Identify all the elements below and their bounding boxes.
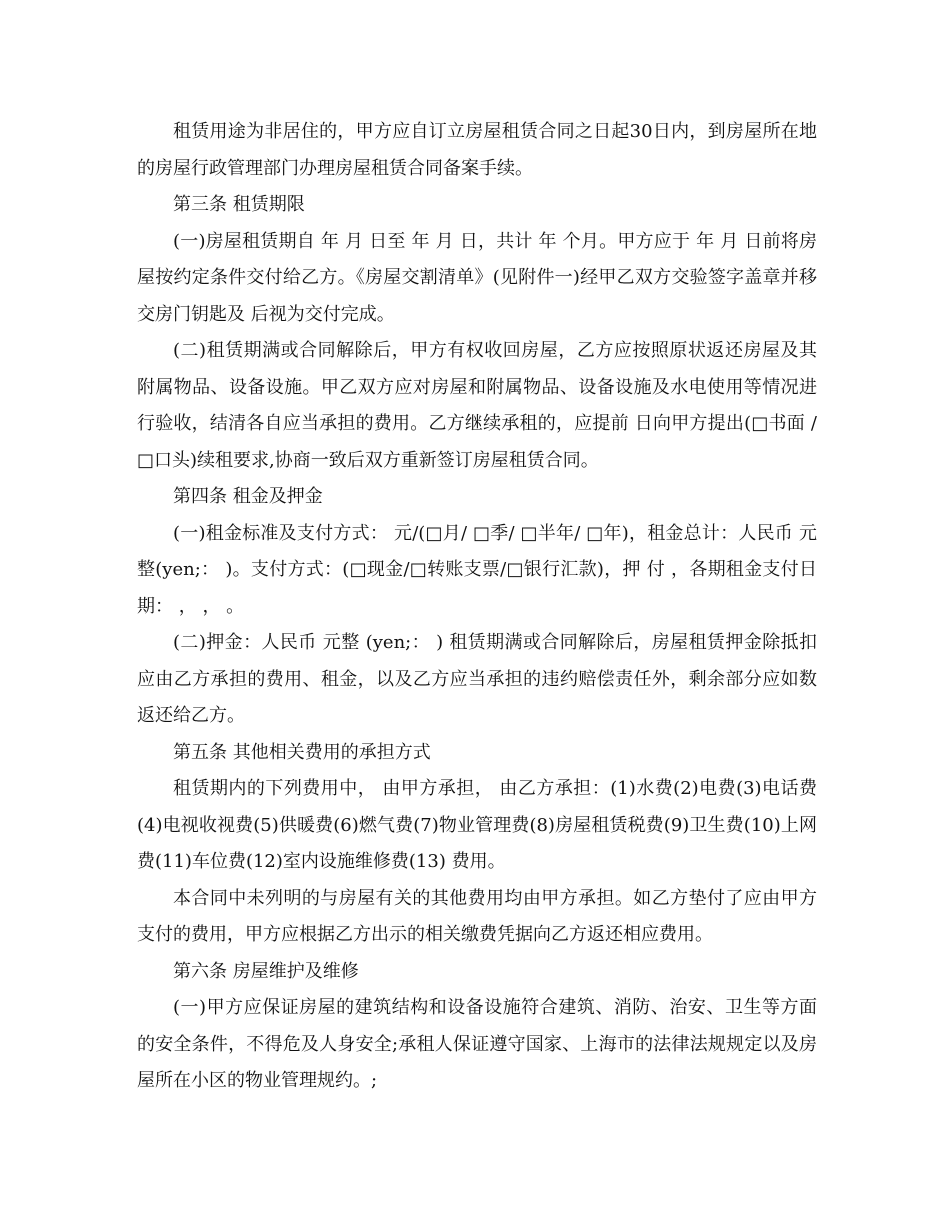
document-body — [137, 114, 817, 1100]
paragraph-deposit: (二)押金：人民币 元整 (yen;： ) 租赁期满或合同解除后，房屋租赁押金除抵扣应由乙方承担的费用、租金，以及乙方应当承担的违约赔偿责任外，剩余部分应如数返还给乙方。 — [137, 632, 817, 726]
paragraph-lease-expiry: (二)租赁期满或合同解除后，甲方有权收回房屋，乙方应按照原状返还房屋及其附属物品、设备设施。甲乙双方应对房屋和附属物品、设备设施及水电使用等情况进行验收，结清各自应当承担的费用。乙方继续承租的，应提前 日向甲方提出(□书面 / □口头)续租要求,协商一致后双方重新签订房屋租赁合同。 — [137, 340, 817, 471]
article-5-heading: 第五条 其他相关费用的承担方式 — [173, 741, 431, 763]
article-3-heading: 第三条 租赁期限 — [173, 194, 305, 215]
article-6-heading: 第六条 房屋维护及维修 — [173, 960, 359, 982]
paragraph-filing-procedure: 租赁用途为非居住的，甲方应自订立房屋租赁合同之日起30日内，到房屋所在地的房屋行政管理部门办理房屋租赁合同备案手续。 — [137, 121, 817, 179]
paragraph-safety-conditions: (一)甲方应保证房屋的建筑结构和设备设施符合建筑、消防、治安、卫生等方面的安全条件，不得危及人身安全;承租人保证遵守国家、上海市的法律法规规定以及房屋所在小区的物业管理规约。; — [137, 997, 817, 1091]
paragraph-fee-list: 租赁期内的下列费用中， 由甲方承担， 由乙方承担：(1)水费(2)电费(3)电话费(4)电视收视费(5)供暖费(6)燃气费(7)物业管理费(8)房屋租赁税费(9)卫生费(10)上网费(11)车位费(12)室内设施维修费(13) 费用。 — [137, 778, 817, 872]
paragraph-rent-payment: (一)租金标准及支付方式： 元/(□月/ □季/ □半年/ □年)，租金总计：人民币 元整(yen;： )。支付方式：(□现金/□转账支票/□银行汇款)，押 付 ，各期租金支付日期： ， ， 。 — [137, 522, 817, 617]
paragraph-other-fees: 本合同中未列明的与房屋有关的其他费用均由甲方承担。如乙方垫付了应由甲方支付的费用，甲方应根据乙方出示的相关缴费凭据向乙方返还相应费用。 — [137, 887, 817, 945]
paragraph-lease-term: (一)房屋租赁期自 年 月 日至 年 月 日，共计 年 个月。甲方应于 年 月 日前将房屋按约定条件交付给乙方。《房屋交割清单》(见附件一)经甲乙双方交验签字盖章并移交房门钥匙及 后视为交付完成。 — [137, 230, 817, 325]
article-4-heading: 第四条 租金及押金 — [173, 486, 323, 507]
